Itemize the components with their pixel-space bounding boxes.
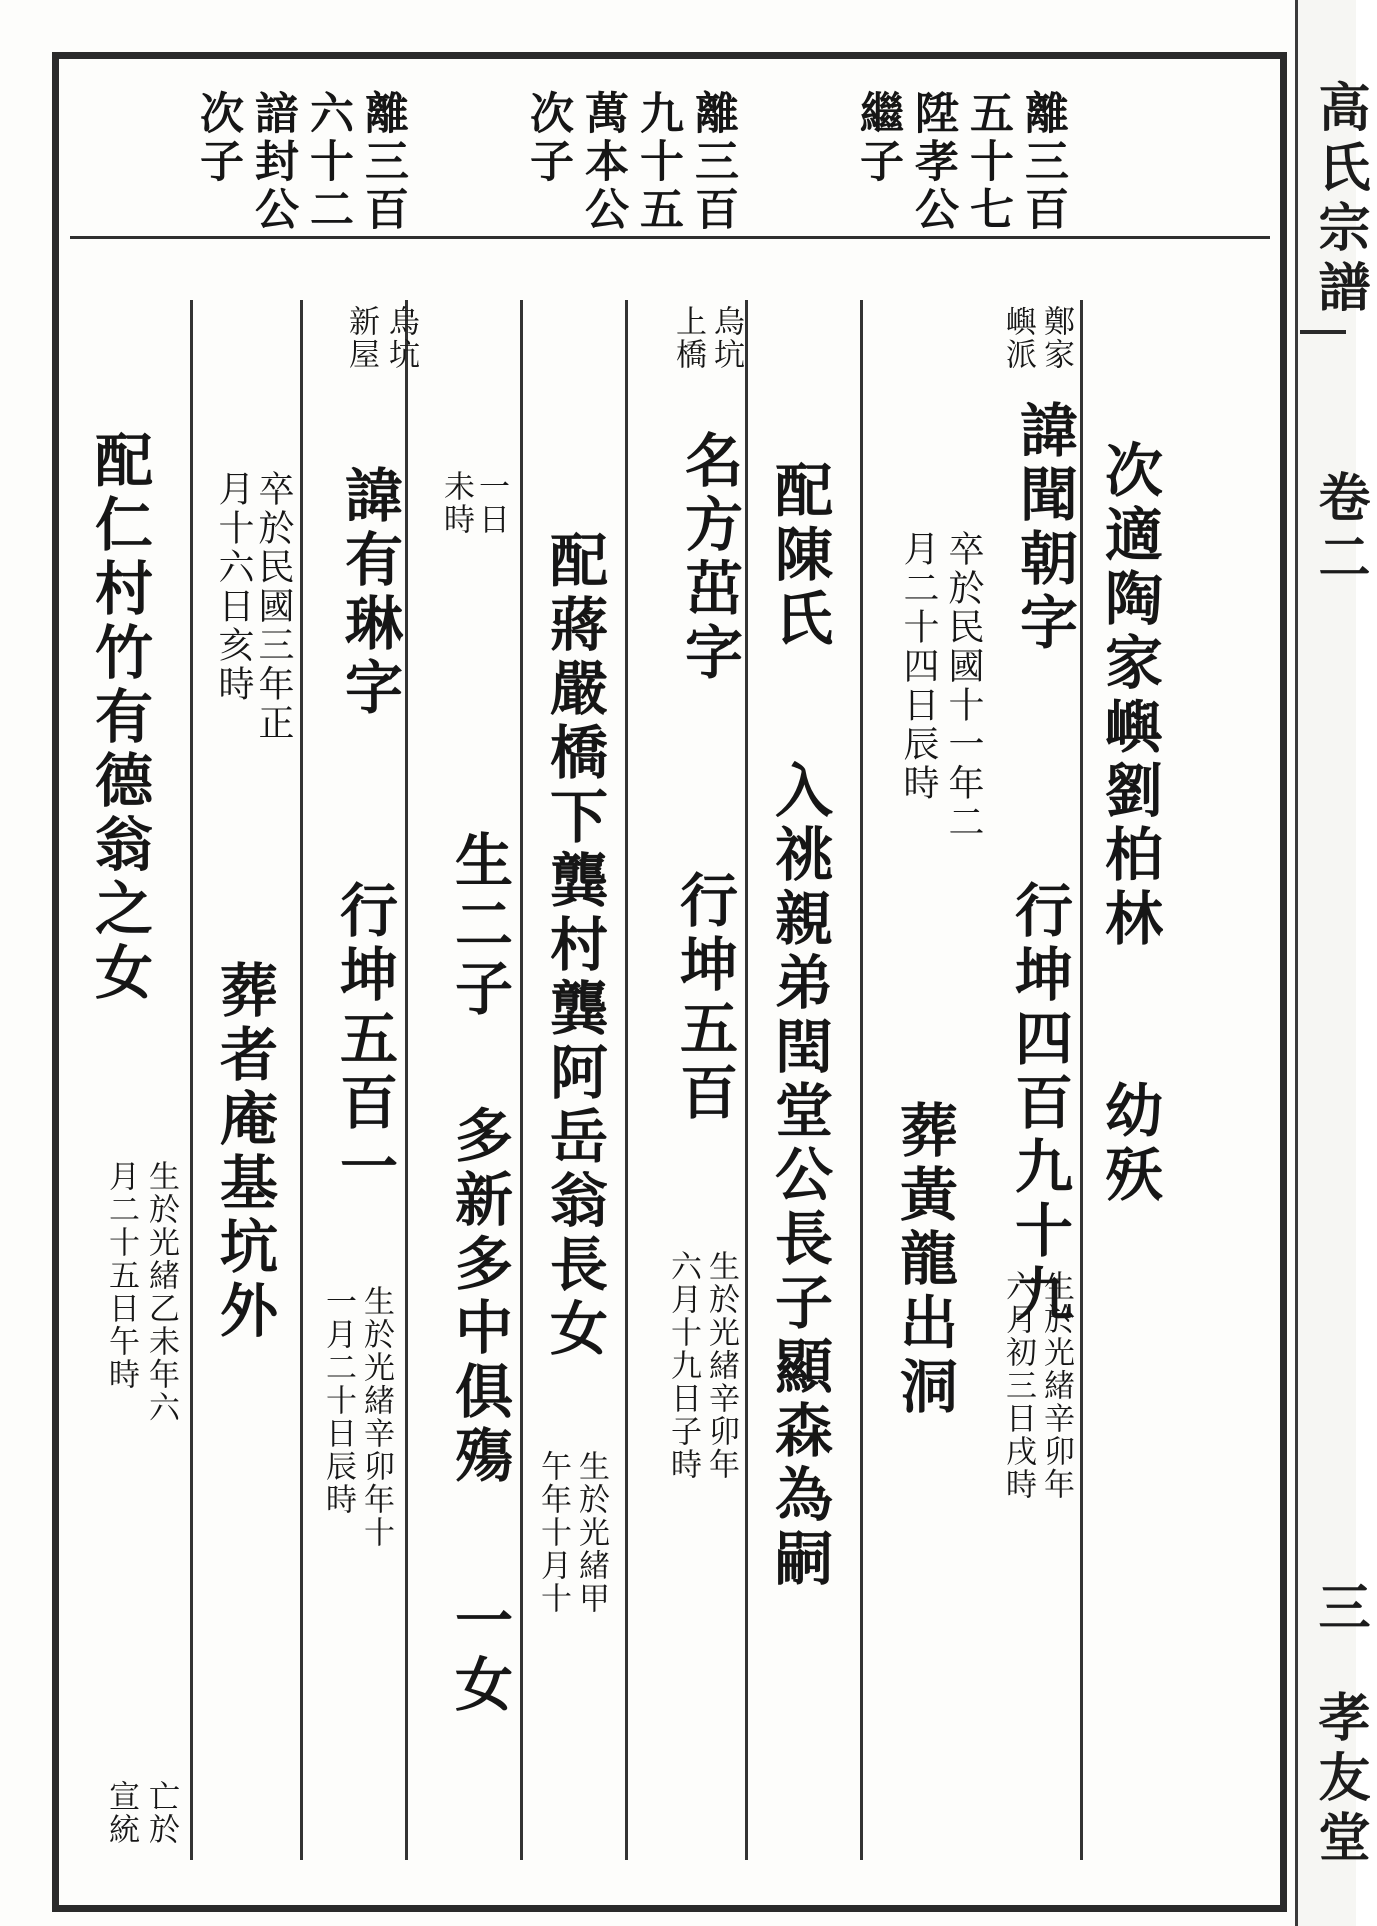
entry-2-daughter: 一女 <box>445 1590 513 1718</box>
entry-rule <box>625 300 628 1860</box>
entry-2-children-fate: 多新多中俱殤 <box>445 1105 513 1489</box>
entry-2-generation: 行坤五百 <box>670 870 738 1126</box>
entry-3-birth-a: 生於光緒辛卯年十 <box>358 1285 394 1549</box>
entry-2-child-time-b: 未時 <box>438 470 474 536</box>
register-3-line1: 離三百 <box>357 90 408 234</box>
entry-3-wife-birth-b: 月二十五日午時 <box>103 1160 139 1391</box>
register-3-line3: 諳封公 <box>247 90 298 234</box>
entry-1-name: 諱聞朝字 <box>1010 400 1078 656</box>
entry-rule <box>860 300 863 1860</box>
entry-1-birth-b: 六月初三日戌時 <box>1000 1270 1036 1501</box>
register-3-line2: 六十二 <box>302 90 353 234</box>
margin-hall-name: 孝友堂 <box>1309 1690 1370 1870</box>
entry-1-birth-a: 生於光緒辛卯年 <box>1038 1270 1074 1501</box>
entry-3-death-b: 月十六日亥時 <box>213 470 254 704</box>
entry-3-origin-b: 新屋 <box>343 305 379 371</box>
register-2-line1: 離三百 <box>687 90 738 234</box>
register-1-line2: 五十七 <box>962 90 1013 234</box>
entry-2-name: 名方茁字 <box>675 430 743 686</box>
entry-2-children: 生二子 <box>445 830 513 1022</box>
entry-rule <box>190 300 193 1860</box>
entry-rule <box>520 300 523 1860</box>
entry-3-origin-a: 烏坑 <box>383 305 419 371</box>
entry-2-wife-heir: 入祧親弟閏堂公長子顯森為嗣 <box>765 760 833 1592</box>
entry-3-wife-death-b: 宣統 <box>103 1780 139 1846</box>
register-2-line3: 萬本公 <box>577 90 628 234</box>
entry-rule <box>405 300 408 1860</box>
entry-2-second-wife: 配蔣嚴橋下龔村龔阿岳翁長女 <box>540 530 608 1362</box>
entry-1-origin-b: 嶼派 <box>1000 305 1036 371</box>
entry-2-birth-a: 生於光緒辛卯年 <box>703 1250 739 1481</box>
margin-hall-mark: 三 <box>1309 1580 1370 1640</box>
register-3-line4: 次子 <box>192 90 243 186</box>
entry-2-origin-b: 上橋 <box>670 305 706 371</box>
entry-2-second-wife-birth-b: 午年十月十 <box>535 1450 571 1615</box>
margin-volume: 卷二 <box>1309 470 1370 590</box>
register-1-line3: 陞孝公 <box>907 90 958 234</box>
margin-title: 高氏宗譜 <box>1309 80 1370 320</box>
register-2-line4: 次子 <box>522 90 573 186</box>
entry-2-second-wife-birth-a: 生於光緒甲 <box>573 1450 609 1615</box>
entry-3-wife-death-a: 亡於 <box>143 1780 179 1846</box>
entry-3-wife-birth-a: 生於光緒乙未年六 <box>143 1160 179 1424</box>
margin-fishtail-mark <box>1300 330 1346 334</box>
entry-rule <box>1080 300 1083 1860</box>
entry-3-wife: 配仁村竹有德翁之女 <box>85 430 153 1006</box>
entry-2-birth-b: 六月十九日子時 <box>665 1250 701 1481</box>
entry-3-generation: 行坤五百一 <box>330 880 398 1200</box>
entry-1-burial: 葬黃龍出洞 <box>890 1100 958 1420</box>
entry-1-note: 次適陶家嶼劉柏林 <box>1095 440 1163 952</box>
entry-rule <box>745 300 748 1860</box>
entry-rule <box>300 300 303 1860</box>
register-1-line1: 離三百 <box>1017 90 1068 234</box>
entry-1-death-a: 卒於民國十一年二 <box>943 530 984 842</box>
entry-2-child-time-a: 一日 <box>473 470 509 536</box>
entry-3-burial: 葬者庵基坑外 <box>210 960 278 1344</box>
entry-1-death-b: 月二十四日辰時 <box>898 530 939 803</box>
entry-1-note-fate: 幼殀 <box>1095 1080 1163 1208</box>
entry-2-origin-a: 烏坑 <box>708 305 744 371</box>
entry-3-birth-b: 一月二十日辰時 <box>320 1285 356 1516</box>
register-2-line2: 九十五 <box>632 90 683 234</box>
register-1-line4: 繼子 <box>852 90 903 186</box>
entry-1-origin-a: 鄭家 <box>1038 305 1074 371</box>
entry-2-wife: 配陳氏 <box>765 460 833 652</box>
register-divider <box>70 236 1270 239</box>
entry-3-death-a: 卒於民國三年正 <box>253 470 294 743</box>
entry-1-generation: 行坤四百九十九 <box>1005 880 1073 1328</box>
entry-3-name: 諱有琳字 <box>335 465 403 721</box>
